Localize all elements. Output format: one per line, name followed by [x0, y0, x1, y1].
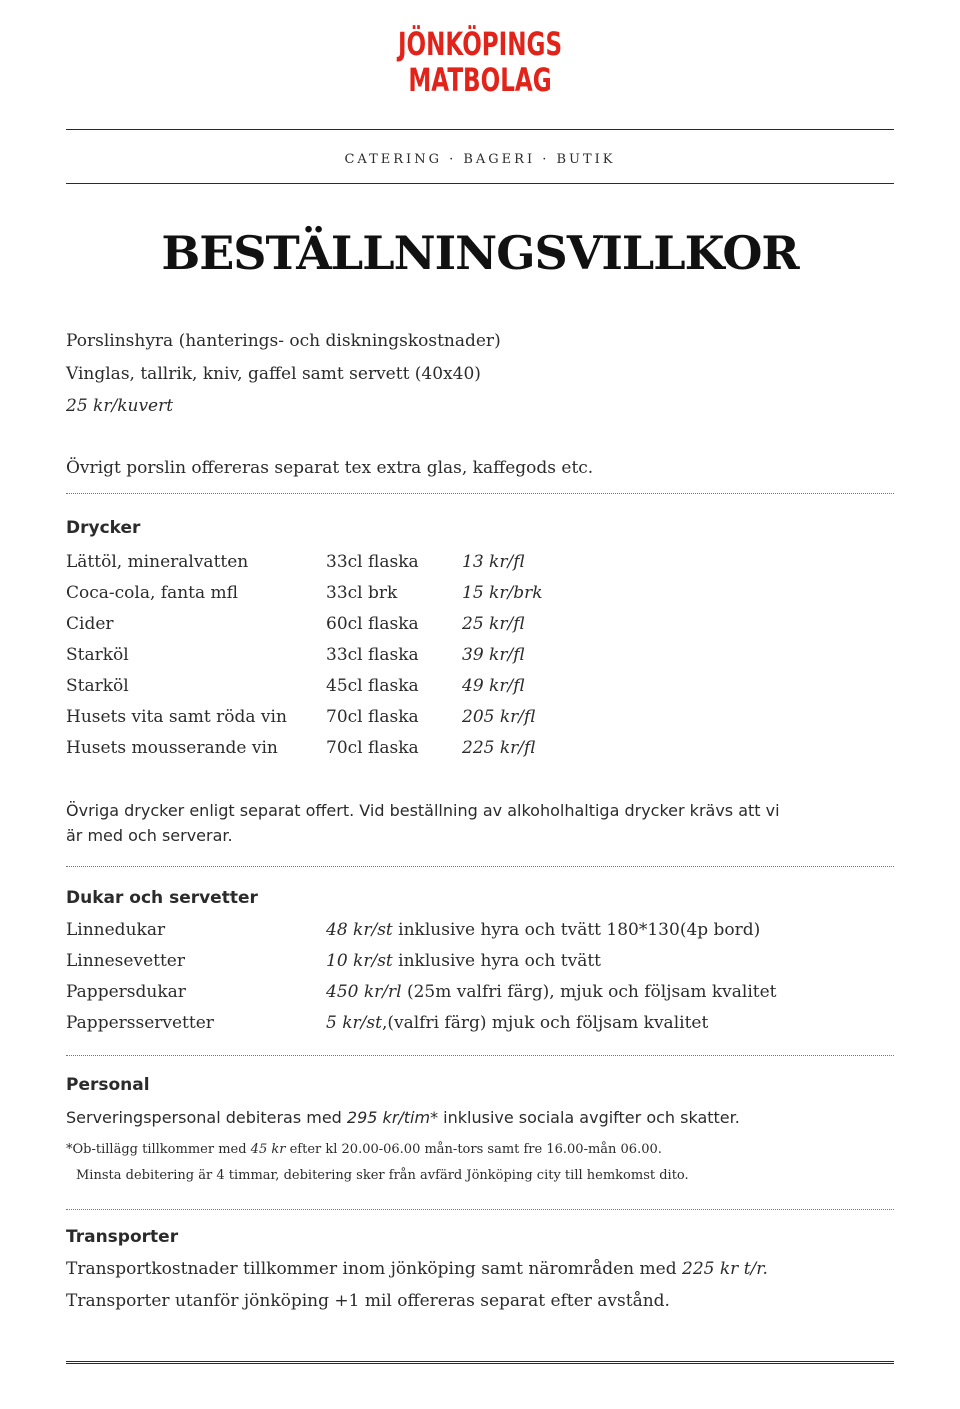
divider [66, 1209, 894, 1210]
item-detail [326, 982, 777, 1002]
item-price: 450 kr/rl [326, 982, 402, 1002]
item-name: Pappersservetter [66, 1013, 214, 1033]
drink-name: Starköl [66, 676, 129, 696]
drink-price: 39 kr/fl [462, 645, 525, 665]
drink-price: 25 kr/fl [462, 614, 525, 634]
drink-name: Starköl [66, 645, 129, 665]
personal-text: Serveringspersonal debiteras med [66, 1108, 347, 1127]
drink-price: 225 kr/fl [462, 738, 536, 758]
item-description: (25m valfri färg), mjuk och följsam kvalitet [401, 982, 777, 1002]
porslin-line-1: Porslinshyra (hanterings- och diskningskostnader) [66, 331, 501, 351]
drink-size: 60cl flaska [326, 614, 419, 634]
item-description: inklusive hyra och tvätt 180*130(4p bord) [392, 920, 761, 940]
drink-name: Husets vita samt röda vin [66, 707, 287, 727]
drink-price: 49 kr/fl [462, 676, 525, 696]
porslin-price: 25 kr/kuvert [66, 396, 174, 416]
drink-name: Coca-cola, fanta mfl [66, 583, 238, 603]
transport-line-1 [66, 1259, 768, 1279]
section-heading-dukar: Dukar och servetter [66, 888, 258, 908]
drink-price: 13 kr/fl [462, 552, 525, 572]
drink-price: 205 kr/fl [462, 707, 536, 727]
item-name: Linnesevetter [66, 951, 185, 971]
drink-size: 70cl flaska [326, 738, 419, 758]
item-price: 5 kr/st [326, 1013, 382, 1033]
drink-size: 33cl flaska [326, 552, 419, 572]
drink-price: 15 kr/brk [462, 583, 543, 603]
personal-price: 295 kr/tim* [346, 1108, 439, 1127]
divider [66, 1055, 894, 1056]
divider [66, 129, 894, 130]
section-heading-personal: Personal [66, 1075, 150, 1095]
divider [66, 493, 894, 494]
divider [66, 866, 894, 867]
item-detail [326, 1013, 708, 1033]
drink-size: 33cl brk [326, 583, 398, 603]
drink-size: 45cl flaska [326, 676, 419, 696]
company-logo [134, 26, 825, 98]
section-heading-drycker: Drycker [66, 518, 141, 538]
ob-text: *Ob-tillägg tillkommer med [66, 1142, 251, 1157]
minsta-note: Minsta debitering är 4 timmar, debitering sker från avfärd Jönköping city till hemkomst dito. [76, 1168, 689, 1183]
item-description: ,(valfri färg) mjuk och följsam kvalitet [381, 1013, 709, 1033]
porslin-note: Övrigt porslin offereras separat tex extra glas, kaffegods etc. [66, 458, 594, 478]
item-name: Linnedukar [66, 920, 166, 940]
porslin-line-2: Vinglas, tallrik, kniv, gaffel samt servett (40x40) [66, 364, 481, 384]
personal-line [66, 1108, 740, 1128]
item-detail [326, 920, 760, 940]
divider [66, 183, 894, 184]
logo-line-2: MATBOLAG [408, 61, 552, 99]
drink-name: Cider [66, 614, 114, 634]
transport-text: Transportkostnader tillkommer inom jönköping samt närområden med [66, 1259, 683, 1279]
page-title: BESTÄLLNINGSVILLKOR [161, 226, 799, 280]
logo-line-1: JÖNKÖPINGS [397, 25, 563, 63]
item-description: inklusive hyra och tvätt [392, 951, 602, 971]
drycker-note-line-2: är med och serverar. [66, 826, 233, 845]
item-detail [326, 951, 601, 971]
ob-note [66, 1142, 662, 1157]
footer-divider [66, 1361, 894, 1364]
transport-line-2: Transporter utanför jönköping +1 mil offereras separat efter avstånd. [66, 1291, 670, 1311]
drink-name: Lättöl, mineralvatten [66, 552, 249, 572]
personal-text-end: inklusive sociala avgifter och skatter. [438, 1108, 740, 1127]
item-price: 48 kr/st [326, 920, 393, 940]
item-price: 10 kr/st [326, 951, 393, 971]
drink-size: 33cl flaska [326, 645, 419, 665]
ob-price: 45 kr [250, 1142, 286, 1157]
drycker-note-line-1: Övriga drycker enligt separat offert. Vid beställning av alkoholhaltiga drycker krävs att vi [66, 801, 780, 820]
item-name: Pappersdukar [66, 982, 186, 1002]
drink-size: 70cl flaska [326, 707, 419, 727]
section-heading-transporter: Transporter [66, 1227, 179, 1247]
transport-price: 225 kr t/r. [682, 1259, 768, 1279]
tagline: CATERING · BAGERI · BUTIK [344, 152, 616, 167]
drink-name: Husets mousserande vin [66, 738, 278, 758]
ob-text-end: efter kl 20.00-06.00 mån-tors samt fre 16.00-mån 06.00. [285, 1142, 662, 1157]
